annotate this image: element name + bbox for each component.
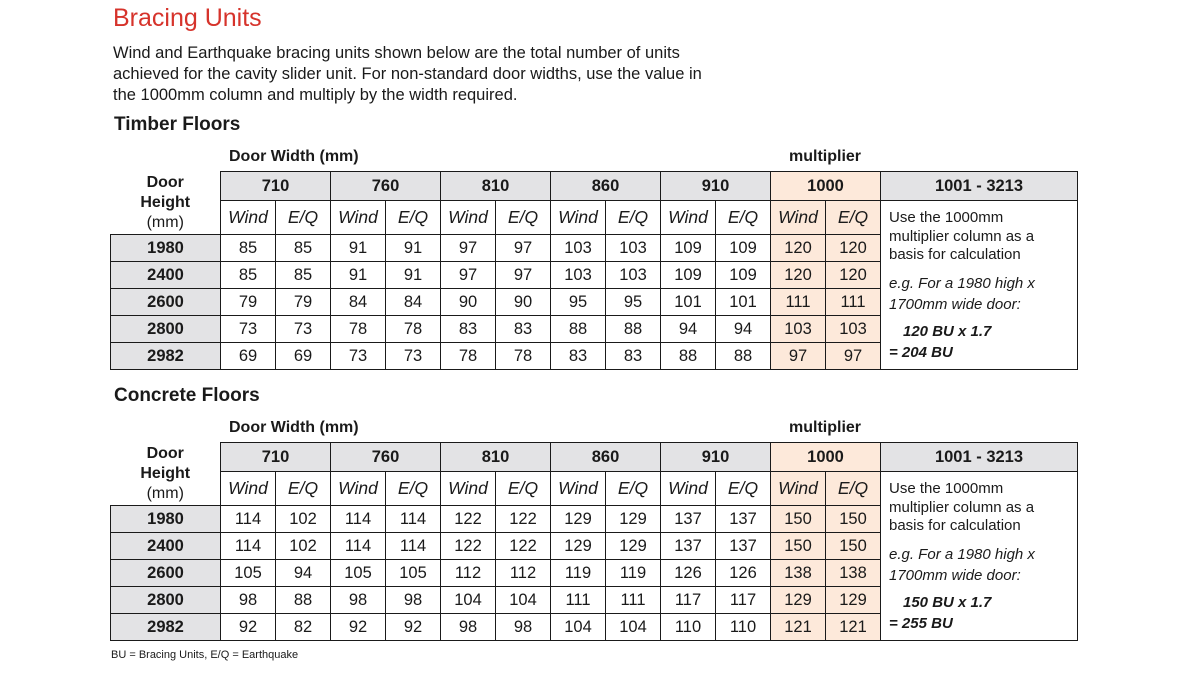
bracing-value-cell: 137 [716, 506, 771, 533]
bracing-value-cell: 137 [661, 533, 716, 560]
bracing-value-cell: 97 [496, 262, 551, 289]
width-header-1000: 1000 [771, 172, 881, 201]
bracing-value-cell: 95 [551, 289, 606, 316]
note-line: multiplier column as a [889, 498, 1035, 516]
multiplier-label: multiplier [789, 419, 862, 436]
door-height-cell: 1980 [111, 235, 221, 262]
bracing-value-cell: 101 [661, 289, 716, 316]
note-line: Use the 1000mm [889, 209, 1004, 226]
bracing-value-cell: 92 [331, 614, 386, 641]
example-line: 1700mm wide door: [889, 295, 1021, 313]
timber-bracing-table [110, 171, 1078, 370]
bracing-value-cell: 85 [221, 235, 276, 262]
bracing-value-cell: 119 [606, 560, 661, 587]
bracing-value-cell: 102 [276, 533, 331, 560]
width-header-810: 810 [441, 443, 551, 472]
bracing-value-cell: 117 [661, 587, 716, 614]
bracing-value-cell: 110 [661, 614, 716, 641]
example-text [889, 544, 1071, 586]
wind-header: Wind [331, 472, 386, 506]
door-height-label [111, 172, 221, 235]
bracing-value-cell: 120 [771, 235, 826, 262]
door-height-cell: 2400 [111, 262, 221, 289]
bracing-value-cell: 109 [716, 262, 771, 289]
wind-header: Wind [771, 472, 826, 506]
bracing-value-cell: 120 [826, 262, 881, 289]
eq-header: E/Q [606, 201, 661, 235]
page-title: Bracing Units [113, 4, 262, 32]
bracing-value-cell: 103 [606, 235, 661, 262]
bracing-value-cell: 150 [826, 506, 881, 533]
bracing-value-cell: 122 [441, 506, 496, 533]
bracing-value-cell: 109 [661, 262, 716, 289]
bracing-value-cell: 88 [661, 343, 716, 370]
example-text [889, 273, 1071, 315]
example-result: = 255 BU [889, 614, 953, 632]
width-header-860: 860 [551, 443, 661, 472]
bracing-value-cell: 114 [331, 506, 386, 533]
example-line: e.g. For a 1980 high x [889, 545, 1035, 563]
eq-header: E/Q [386, 472, 441, 506]
bracing-value-cell: 78 [386, 316, 441, 343]
range-header: 1001 - 3213 [881, 443, 1078, 472]
width-header-710: 710 [221, 443, 331, 472]
bracing-value-cell: 97 [441, 262, 496, 289]
bracing-value-cell: 104 [441, 587, 496, 614]
wind-header: Wind [331, 201, 386, 235]
bracing-value-cell: 110 [716, 614, 771, 641]
multiplier-label: multiplier [789, 148, 862, 165]
bracing-value-cell: 94 [716, 316, 771, 343]
bracing-value-cell: 103 [826, 316, 881, 343]
bracing-value-cell: 91 [331, 262, 386, 289]
bracing-value-cell: 82 [276, 614, 331, 641]
width-header-860: 860 [551, 172, 661, 201]
eq-header: E/Q [276, 472, 331, 506]
door-height-cell: 2982 [111, 343, 221, 370]
example-line: e.g. For a 1980 high x [889, 274, 1035, 292]
door-height-cell: 2800 [111, 316, 221, 343]
bracing-value-cell: 88 [551, 316, 606, 343]
bracing-value-cell: 84 [331, 289, 386, 316]
bracing-value-cell: 98 [386, 587, 441, 614]
calculation-note [881, 472, 1078, 641]
bracing-value-cell: 78 [441, 343, 496, 370]
eq-header: E/Q [496, 472, 551, 506]
bracing-value-cell: 111 [551, 587, 606, 614]
bracing-value-cell: 104 [606, 614, 661, 641]
bracing-value-cell: 121 [826, 614, 881, 641]
width-header-910: 910 [661, 172, 771, 201]
door-width-label: Door Width (mm) [229, 148, 359, 165]
concrete-bracing-table [110, 442, 1078, 641]
footnote: BU = Bracing Units, E/Q = Earthquake [111, 649, 299, 661]
note-line: basis for calculation [889, 517, 1021, 534]
wind-header: Wind [551, 201, 606, 235]
door-height-cell: 2400 [111, 533, 221, 560]
calculation-note [881, 201, 1078, 370]
bracing-value-cell: 73 [331, 343, 386, 370]
bracing-value-cell: 126 [716, 560, 771, 587]
bracing-value-cell: 69 [221, 343, 276, 370]
bracing-value-cell: 84 [386, 289, 441, 316]
bracing-value-cell: 114 [331, 533, 386, 560]
eq-header: E/Q [716, 472, 771, 506]
wind-header: Wind [441, 201, 496, 235]
width-header-910: 910 [661, 443, 771, 472]
door-height-label-line: (mm) [146, 484, 184, 502]
section-title-concrete: Concrete Floors [114, 385, 260, 406]
bracing-value-cell: 95 [606, 289, 661, 316]
example-result: = 204 BU [889, 343, 953, 361]
bracing-value-cell: 120 [826, 235, 881, 262]
bracing-value-cell: 88 [276, 587, 331, 614]
bracing-value-cell: 117 [716, 587, 771, 614]
wind-header: Wind [771, 201, 826, 235]
bracing-value-cell: 150 [771, 506, 826, 533]
bracing-value-cell: 98 [496, 614, 551, 641]
bracing-value-cell: 73 [221, 316, 276, 343]
bracing-value-cell: 103 [551, 262, 606, 289]
door-height-cell: 2982 [111, 614, 221, 641]
bracing-value-cell: 109 [716, 235, 771, 262]
bracing-value-cell: 105 [331, 560, 386, 587]
note-line: Use the 1000mm [889, 480, 1004, 497]
eq-header: E/Q [276, 201, 331, 235]
bracing-value-cell: 138 [771, 560, 826, 587]
door-height-label-line: Door [146, 444, 184, 462]
bracing-value-cell: 88 [606, 316, 661, 343]
bracing-value-cell: 150 [771, 533, 826, 560]
bracing-value-cell: 97 [496, 235, 551, 262]
width-header-row [111, 172, 1078, 201]
bracing-value-cell: 79 [276, 289, 331, 316]
bracing-value-cell: 94 [276, 560, 331, 587]
bracing-value-cell: 98 [221, 587, 276, 614]
bracing-value-cell: 129 [551, 533, 606, 560]
bracing-value-cell: 79 [221, 289, 276, 316]
bracing-value-cell: 105 [386, 560, 441, 587]
width-header-710: 710 [221, 172, 331, 201]
bracing-value-cell: 103 [771, 316, 826, 343]
door-height-label-line: Height [140, 464, 191, 482]
bracing-value-cell: 78 [496, 343, 551, 370]
bracing-value-cell: 94 [661, 316, 716, 343]
range-header: 1001 - 3213 [881, 172, 1078, 201]
bracing-value-cell: 83 [551, 343, 606, 370]
bracing-value-cell: 129 [771, 587, 826, 614]
example-line: 1700mm wide door: [889, 566, 1021, 584]
sub-header-row [111, 472, 1078, 506]
door-height-label-line: Door [146, 173, 184, 191]
eq-header: E/Q [496, 201, 551, 235]
bracing-value-cell: 78 [331, 316, 386, 343]
bracing-value-cell: 122 [441, 533, 496, 560]
bracing-value-cell: 122 [496, 506, 551, 533]
bracing-value-cell: 91 [386, 235, 441, 262]
bracing-value-cell: 97 [826, 343, 881, 370]
bracing-value-cell: 90 [496, 289, 551, 316]
bracing-value-cell: 85 [276, 262, 331, 289]
bracing-value-cell: 111 [606, 587, 661, 614]
wind-header: Wind [441, 472, 496, 506]
bracing-value-cell: 88 [716, 343, 771, 370]
intro-line: achieved for the cavity slider unit. For non-standard door widths, use the value in [113, 65, 702, 83]
note-line: multiplier column as a [889, 227, 1035, 245]
wind-header: Wind [551, 472, 606, 506]
intro-paragraph [113, 43, 813, 106]
eq-header: E/Q [826, 472, 881, 506]
bracing-value-cell: 91 [386, 262, 441, 289]
bracing-value-cell: 114 [221, 506, 276, 533]
bracing-value-cell: 112 [441, 560, 496, 587]
bracing-value-cell: 150 [826, 533, 881, 560]
intro-line: Wind and Earthquake bracing units shown below are the total number of units [113, 44, 680, 62]
width-header-760: 760 [331, 172, 441, 201]
bracing-value-cell: 83 [496, 316, 551, 343]
bracing-value-cell: 126 [661, 560, 716, 587]
width-header-1000: 1000 [771, 443, 881, 472]
door-height-label-line: (mm) [146, 213, 184, 231]
bracing-value-cell: 114 [221, 533, 276, 560]
bracing-value-cell: 90 [441, 289, 496, 316]
eq-header: E/Q [716, 201, 771, 235]
bracing-value-cell: 101 [716, 289, 771, 316]
door-height-label-line: Height [140, 193, 191, 211]
wind-header: Wind [221, 201, 276, 235]
note-line: basis for calculation [889, 246, 1021, 263]
bracing-value-cell: 103 [551, 235, 606, 262]
bracing-value-cell: 129 [606, 506, 661, 533]
bracing-value-cell: 109 [661, 235, 716, 262]
bracing-value-cell: 104 [551, 614, 606, 641]
door-height-label [111, 443, 221, 506]
bracing-value-cell: 92 [386, 614, 441, 641]
section-title-timber: Timber Floors [114, 114, 241, 135]
bracing-value-cell: 112 [496, 560, 551, 587]
bracing-value-cell: 105 [221, 560, 276, 587]
bracing-value-cell: 97 [771, 343, 826, 370]
example-calculation: 150 BU x 1.7 [903, 593, 992, 611]
bracing-value-cell: 129 [606, 533, 661, 560]
bracing-value-cell: 98 [331, 587, 386, 614]
example-calculation: 120 BU x 1.7 [903, 322, 992, 340]
wind-header: Wind [661, 201, 716, 235]
bracing-value-cell: 98 [441, 614, 496, 641]
bracing-value-cell: 138 [826, 560, 881, 587]
bracing-value-cell: 119 [551, 560, 606, 587]
bracing-value-cell: 129 [826, 587, 881, 614]
eq-header: E/Q [386, 201, 441, 235]
width-header-row [111, 443, 1078, 472]
bracing-value-cell: 114 [386, 533, 441, 560]
bracing-value-cell: 85 [276, 235, 331, 262]
door-height-cell: 2800 [111, 587, 221, 614]
bracing-value-cell: 137 [661, 506, 716, 533]
eq-header: E/Q [606, 472, 661, 506]
intro-line: the 1000mm column and multiply by the width required. [113, 86, 518, 104]
bracing-value-cell: 104 [496, 587, 551, 614]
door-width-label: Door Width (mm) [229, 419, 359, 436]
bracing-value-cell: 85 [221, 262, 276, 289]
bracing-value-cell: 97 [441, 235, 496, 262]
door-height-cell: 1980 [111, 506, 221, 533]
bracing-value-cell: 137 [716, 533, 771, 560]
bracing-value-cell: 129 [551, 506, 606, 533]
bracing-value-cell: 83 [441, 316, 496, 343]
bracing-value-cell: 120 [771, 262, 826, 289]
eq-header: E/Q [826, 201, 881, 235]
bracing-value-cell: 121 [771, 614, 826, 641]
width-header-760: 760 [331, 443, 441, 472]
bracing-value-cell: 73 [386, 343, 441, 370]
wind-header: Wind [661, 472, 716, 506]
sub-header-row [111, 201, 1078, 235]
bracing-value-cell: 103 [606, 262, 661, 289]
door-height-cell: 2600 [111, 289, 221, 316]
door-height-cell: 2600 [111, 560, 221, 587]
bracing-value-cell: 83 [606, 343, 661, 370]
bracing-value-cell: 73 [276, 316, 331, 343]
bracing-value-cell: 111 [771, 289, 826, 316]
width-header-810: 810 [441, 172, 551, 201]
bracing-value-cell: 92 [221, 614, 276, 641]
bracing-value-cell: 102 [276, 506, 331, 533]
bracing-value-cell: 122 [496, 533, 551, 560]
bracing-value-cell: 91 [331, 235, 386, 262]
bracing-value-cell: 114 [386, 506, 441, 533]
bracing-value-cell: 111 [826, 289, 881, 316]
bracing-value-cell: 69 [276, 343, 331, 370]
wind-header: Wind [221, 472, 276, 506]
